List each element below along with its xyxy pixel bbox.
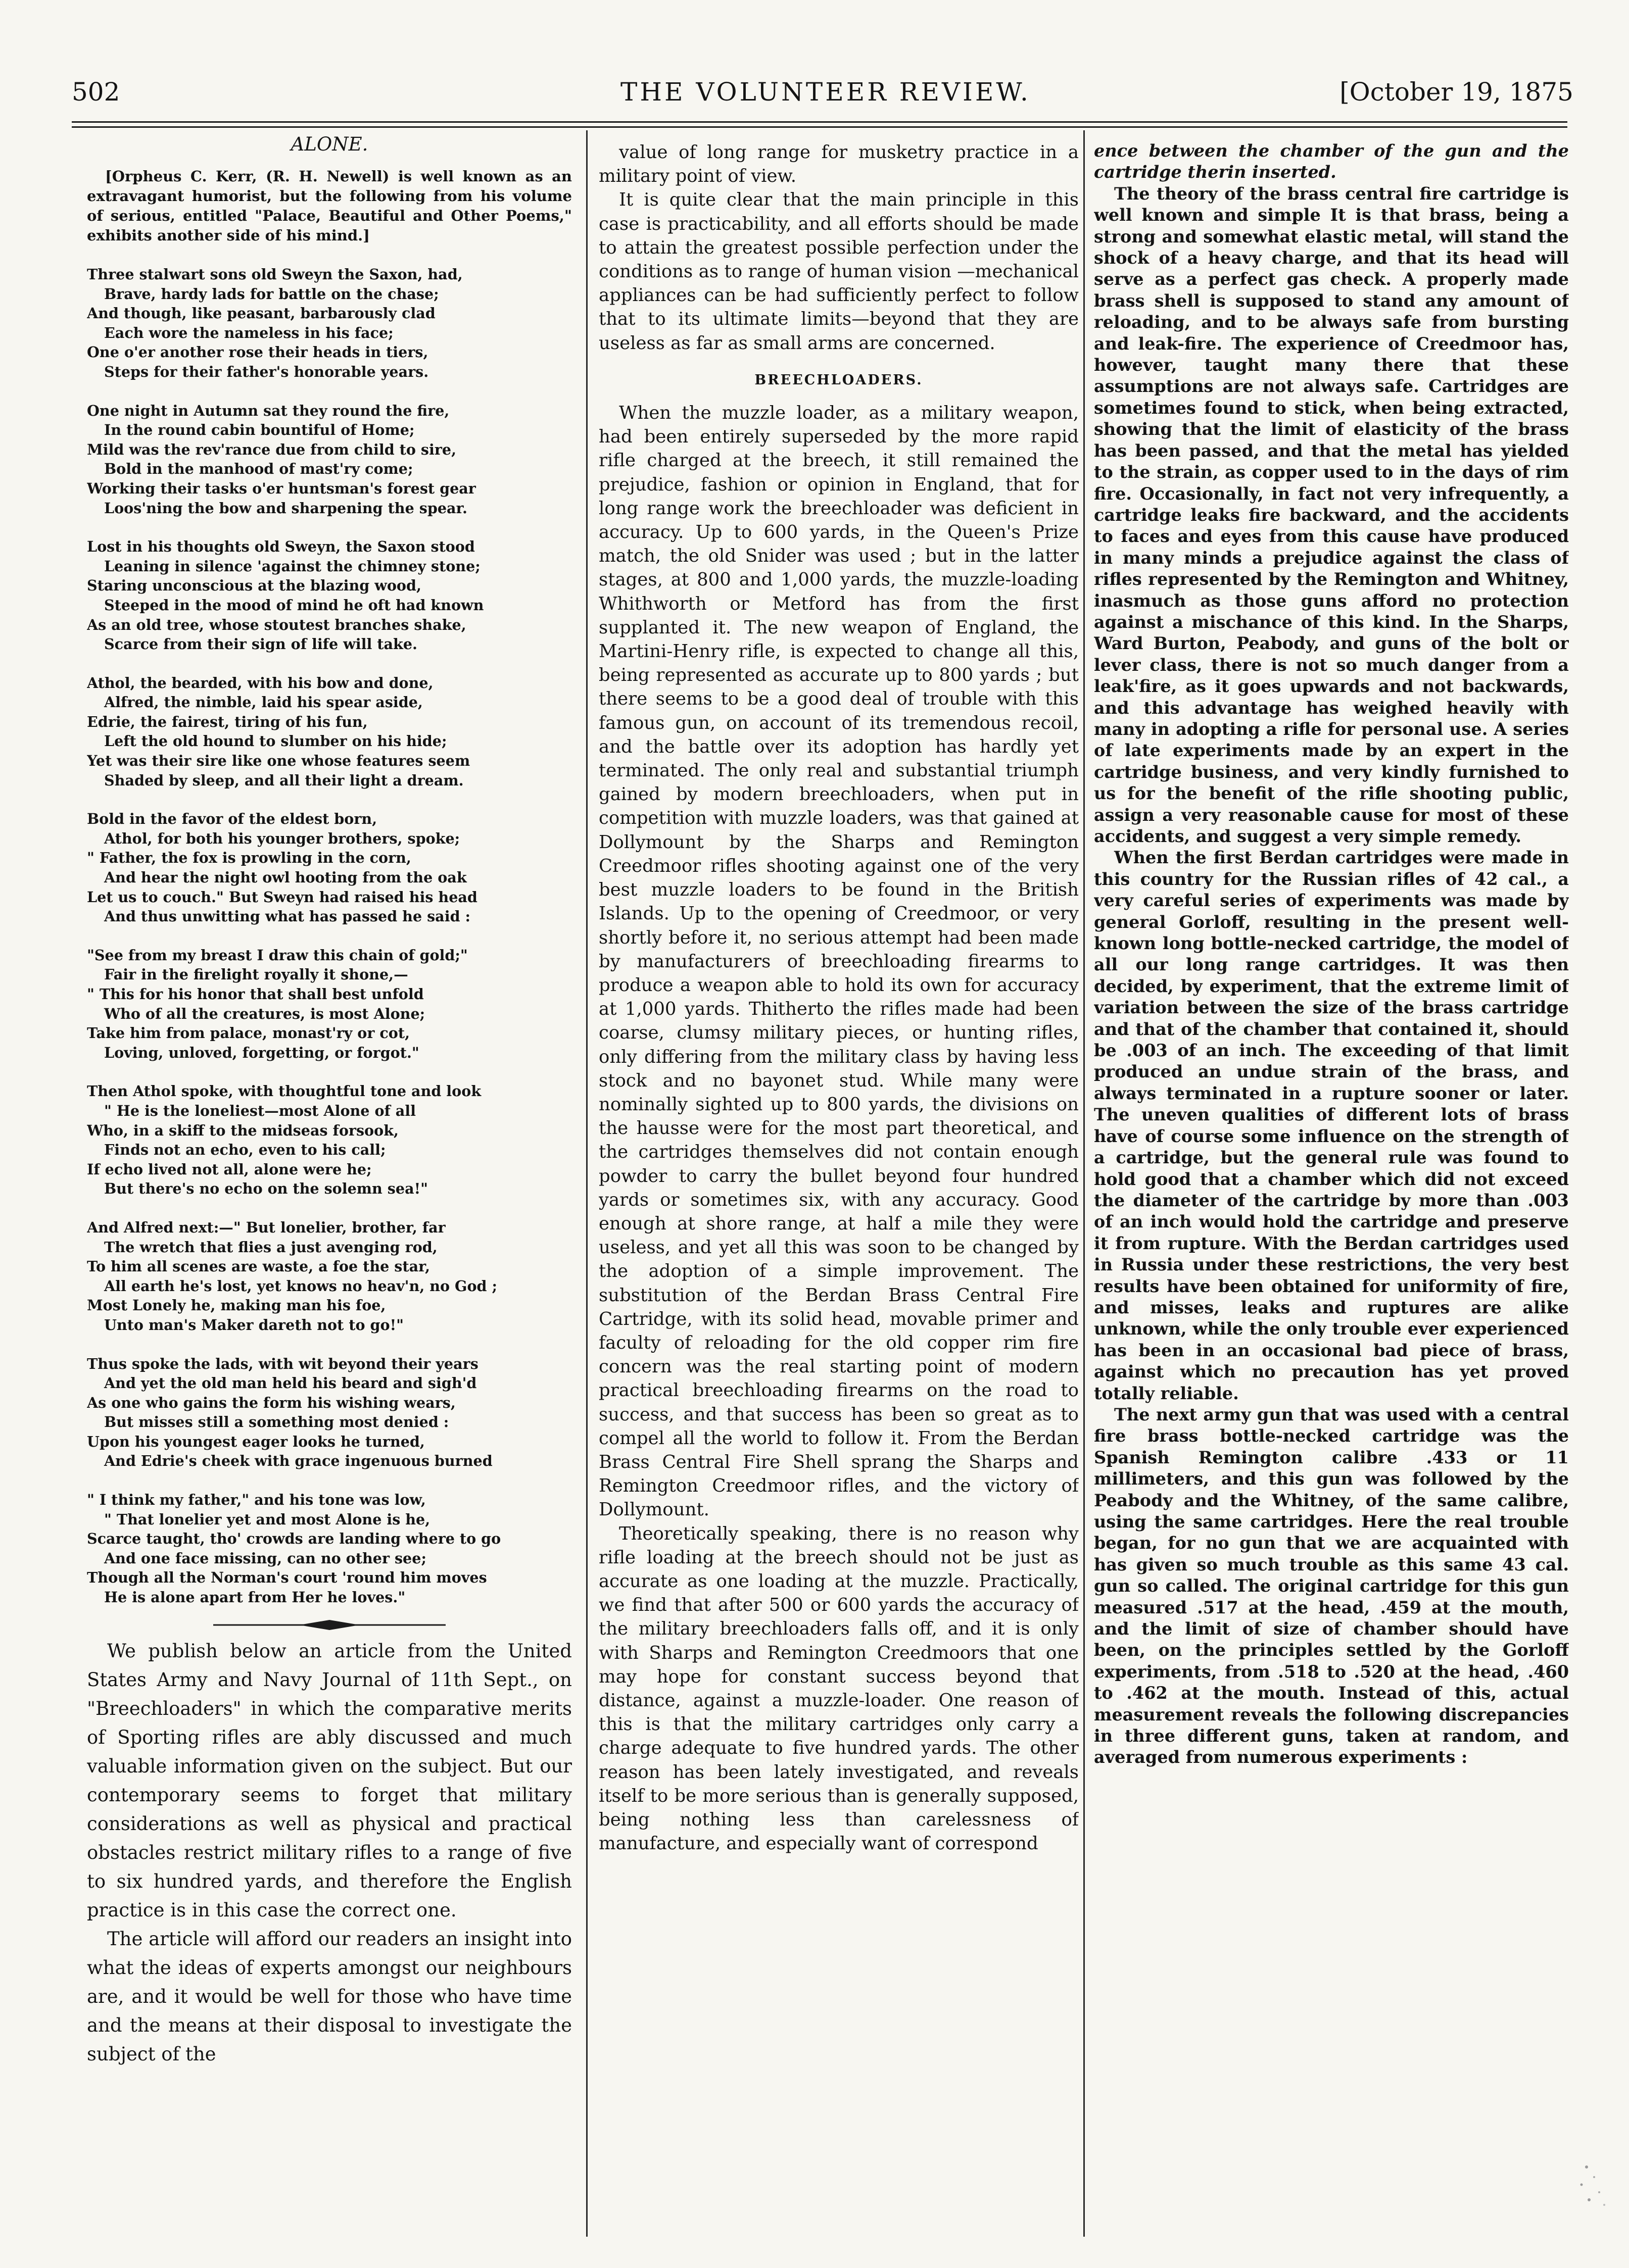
poem-line: As an old tree, whose stoutest branches shake, [87,616,466,633]
poem-line: Athol, the bearded, with his bow and done, [87,674,434,692]
poem-line: Working their tasks o'er huntsman's forest gear [87,479,476,497]
article-paragraph: It is quite clear that the main principle in this case is practicability, and all efforts should be made to attain the greatest possible perfection under the conditions as to range of human vision —mechanical appliances can be had sufficiently perfect to follow that to its ultimate limits—beyond that they are useless as far as small arms are concerned. [599,189,1079,354]
poem-line: One night in Autumn sat they round the fire, [87,402,450,419]
poem-line: Scarce from their sign of life will take. [104,635,417,653]
poem-line: And thus unwitting what has passed he said : [104,908,471,925]
poem-line: " That lonelier yet and most Alone is he, [104,1510,430,1528]
poem-line: Loving, unloved, forgetting, or forgot." [104,1044,419,1061]
poem-line: In the round cabin bountiful of Home; [104,421,415,439]
article-paragraph: The next army gun that was used with a central fire brass bottle-necked cartridge was the Spanish Remington calibre .433 or 11 millimeters, and this gun was followed by the Peabody and the Whitney, of the same calibre, using the same cartridges. Here the real trouble began, for no gun that we are acquainted with has given so much trouble as this same 43 cal. gun so called. The original cartridge for this gun measured .517 at the head, .459 at the mouth, and the limit of size of chamber should have been, on the principles settled by the Gorloff experiments, from .518 to .520 at the head, .460 to .462 at the mouth. Instead of this, actual measurement reveals the following discrepancies in three different guns, taken at random, and averaged from numerous experiments : [1094,1404,1569,1767]
poem-stanza [87,401,572,518]
poem-line: Bold in the manhood of mast'ry come; [104,460,413,478]
poem-line: " This for his honor that shall best unfold [87,985,424,1003]
poem-line: And though, like peasant, barbarously clad [87,305,436,322]
poem-line: Loos'ning the bow and sharpening the spear. [104,499,467,517]
poem-line: Let us to couch." But Sweyn had raised his head [87,888,477,906]
poem-line: Then Athol spoke, with thoughtful tone and look [87,1082,482,1100]
poem-stanza [87,1354,572,1471]
poem-line: He is alone apart from Her he loves." [104,1589,406,1606]
poem-line: Alfred, the nimble, laid his spear aside, [104,694,423,711]
print-smudge [1556,2147,1617,2212]
poem-line: And one face missing, can no other see; [104,1549,426,1567]
poem-title: ALONE. [291,133,368,155]
poem-line: Shaded by sleep, and all their light a dream. [104,771,464,789]
poem-line: " I think my father," and his tone was low, [87,1491,426,1509]
poem-line: Mild was the rev'rance due from child to sire, [87,440,457,458]
poem-line: The wretch that flies a just avenging rod, [104,1238,438,1256]
poem-line: And Edrie's cheek with grace ingenuous burned [104,1452,493,1470]
poem-section [87,132,572,1607]
poem-stanza [87,673,572,791]
poem-stanza [87,1218,572,1335]
poem-line: Steeped in the mood of mind he oft had known [104,596,484,614]
editorial-intro [87,1637,572,2243]
poem-stanza [87,946,572,1063]
poem-line: Steps for their father's honorable years. [104,363,429,380]
poem-line: But misses still a something most denied : [104,1413,449,1431]
poem-line: Though all the Norman's court 'round him moves [87,1569,487,1587]
intro-paragraph: The article will afford our readers an insight into what the ideas of experts amongst our neighbours are, and it would be well for those who have time and the means at their disposal to investigate the subject of the [87,1928,572,2065]
poem-line: Each wore the nameless in his face; [104,324,394,341]
poem-line: And yet the old man held his beard and sigh'd [104,1374,477,1392]
poem-line: And hear the night owl hooting from the oak [104,869,467,886]
header-rule-double [72,126,1567,128]
poem-line: Leaning in silence 'against the chimney stone; [104,557,481,575]
poem-line: Brave, hardy lads for battle on the chase; [104,285,439,303]
poem-line: Yet was their sire like one whose features seem [87,752,470,770]
poem-stanza [87,265,572,382]
poem-line: Staring unconscious at the blazing wood, [87,577,421,595]
poem-line: But there's no echo on the solemn sea!" [104,1180,428,1198]
poem-line: Athol, for both his younger brothers, spoke; [104,829,460,847]
column-divider-right [1083,130,1085,2237]
poem-line: Most Lonely he, making man his foe, [87,1297,386,1314]
poem-stanza [87,1490,572,1607]
header-rule [72,121,1567,123]
poem-line: Fair in the firelight royally it shone,— [104,966,408,983]
poem-stanza [87,537,572,654]
column-divider-left [586,130,588,2237]
poem-line: Take him from palace, monast'ry or cot, [87,1024,410,1042]
poem-line: Three stalwart sons old Sweyn the Saxon, had, [87,266,463,283]
poem-line: Left the old hound to slumber on his hide; [104,732,447,750]
poem-line: One o'er another rose their heads in tiers, [87,343,428,361]
intro-paragraph: We publish below an article from the United States Army and Navy Journal of 11th Sept., on "Breechloaders" in which the comparative merits of Sporting rifles are ably discussed and much valuable information given on the subject. But our contemporary seems to forget that military considerations as well as physical and practical obstacles restrict military rifles to a range of five to six hundred yards, and therefore the English practice is in this case the correct one. [87,1640,572,1921]
poem-stanzas [87,265,572,1607]
article-column-right [1094,140,1569,2237]
poem-stanza [87,1081,572,1199]
poem-line: " Father, the fox is prowling in the corn, [87,849,411,867]
masthead-title: THE VOLUNTEER REVIEW. [620,77,1031,107]
article-paragraph: value of long range for musketry practice in a military point of view. [599,142,1079,187]
article-column-middle [599,140,1079,2237]
poem-line: Edrie, the fairest, tiring of his fun, [87,713,368,730]
poem-line: Scarce taught, tho' crowds are landing where to go [87,1530,501,1548]
poem-note: [Orpheus C. Kerr, (R. H. Newell) is well known as an extravagant humorist, but the following from his volume of serious, entitled "Palace, Beautiful and Other Poems," exhibits another side of his mind.] [87,168,572,244]
poem-line: To him all scenes are waste, a foe the star, [87,1258,430,1275]
poem-line: Finds not an echo, even to his call; [104,1141,386,1159]
poem-line: Who of all the creatures, is most Alone; [104,1005,425,1022]
poem-line: As one who gains the form his wishing wears, [87,1394,456,1411]
poem-line: All earth he's lost, yet knows no heav'n, no God ; [104,1277,498,1295]
article-paragraph: When the muzzle loader, as a military weapon, had been entirely superseded by the more rapid rifle charged at the breech, it still remained the prejudice, fashion or opinion in England, that for long range work the breechloader was deficient in accuracy. Up to 600 yards, in the Queen's Prize match, the old Snider was used ; but in the latter stages, at 800 and 1,000 yards, the muzzle-loading Whithworth or Metford has from the first supplanted it. The new weapon of England, the Martini-Henry rifle, is expected to change all this, being represented as accurate up to 800 yards ; but there seems to be a good deal of trouble with this famous gun, on account of its tremendous recoil, and the battle over its adoption has hardly yet terminated. The only real and substantial triumph gained by modern breechloaders, when put in competition with muzzle loaders, was that gained at Dollymount by the Sharps and Remington Creedmoor rifles shooting against one of the very best muzzle loaders to be found in the British Islands. Up to the opening of Creedmoor, or very shortly before it, no serious attempt had been made by manufacturers of breechloading firearms to produce a weapon able to hold its own for accuracy at 1,000 yards. Thitherto the rifles made had been coarse, clumsy military pieces, or hunting rifles, only differing from the military class by having less stock and no bayonet stud. While many were nominally sighted up to 800 yards, the divisions on the hausse were for the most part theoretical, and the cartridges themselves did not contain enough powder to carry the bullet beyond four hundred yards or sometimes six, with any accuracy. Good enough at shore range, at half a mile they were useless, and yet all this was soon to be changed by the adoption of a simple improvement. The substitution of the Berdan Brass Central Fire Cartridge, with its solid head, movable primer and faculty of reloading for the old copper rim fire concern was the real starting point of modern practical breechloading firearms on the road to success, and that success has been so great as to compel all the world to follow it. From the Berdan Brass Central Fire Shell sprang the Sharps and Remington Creedmoor rifles, and the victory of Dollymount. [599,403,1079,1520]
poem-line: If echo lived not all, alone were he; [87,1160,372,1178]
article-paragraph: The theory of the brass central fire cartridge is well known and simple It is that brass, being a strong and somewhat elastic metal, will stand the shock of a heavy charge, and that its head will serve as a perfect gas check. A properly made brass shell is supposed to stand any amount of reloading, and to be always safe from bursting and leak-fire. The experience of Creedmoor has, however, taught many there that these assumptions are not always safe. Cartridges are sometimes found to stick, when being extracted, showing that the limit of elasticity of the brass has been passed, and that the metal has yielded to the strain, as copper used to in the days of rim fire. Occasionally, in fact not very infrequently, a cartridge leaks fire backward, and the accidents to faces and eyes from this cause have produced in many minds a prejudice against the class of rifles represented by the Remington and Whitney, inasmuch as those guns afford no protection against a mischance of this kind. In the Sharps, Ward Burton, Peabody, and guns of the bolt or lever class, there is not so much danger from a leak'fire, as it goes upwards and not backwards, and this advantage has weighed heavily with many in adopting a rifle for personal use. A series of late experiments made by an expert in the cartridge business, and very kindly furnished to us for the benefit of the rifle shooting public, assign a very reasonable cause for most of these accidents, and suggest a very simple remedy. [1094,183,1569,846]
poem-line: And Alfred next:—" But lonelier, brother, far [87,1218,446,1236]
poem-line: " He is the loneliest—most Alone of all [104,1102,416,1119]
issue-date: [October 19, 1875 [1339,77,1573,107]
article-paragraph: Theoretically speaking, there is no reason why rifle loading at the breech should not be just as accurate as one loading at the muzzle. Practically, we find that after 500 or 600 yards the accuracy of the military breechloaders falls off, and it is only with Sharps and Remington Creedmoors that one may hope for constant success beyond that distance, against a muzzle-loader. One reason of this is that the military cartridges only carry a charge adequate to five hundred yards. The other reason has been lately investigated, and reveals itself to be more serious than is generally supposed, being nothing less than carelessness of manufacture, and especially want of correspond [599,1523,1079,1854]
poem-line: "See from my breast I draw this chain of gold;" [87,946,468,964]
poem-line: Unto man's Maker dareth not to go!" [104,1316,404,1334]
poem-stanza [87,809,572,926]
page-number: 502 [72,77,120,107]
poem-line: Who, in a skiff to the midseas forsook, [87,1121,399,1139]
poem-line: Thus spoke the lads, with wit beyond their years [87,1355,478,1372]
poem-line: Upon his youngest eager looks he turned, [87,1433,425,1450]
article-paragraph: When the first Berdan cartridges were made in this country for the Russian rifles of 42 cal., a very careful series of experiments was made by general Gorloff, resulting in the present well-known long bottle-necked cartridge, the model of all our long range cartridges. It was then decided, by experiment, that the extreme limit of variation between the size of the brass cartridge and that of the chamber that contained it, should be .003 of an inch. The exceeding of that limit produced an undue strain of the brass, and always terminated in a rupture sooner or later. The uneven qualities of different lots of brass have of course some influence on the strength of a cartridge, but the general rule was found to hold good that a chamber which did not exceed the diameter of the cartridge by more than .003 of an inch would hold the cartridge and preserve it from rupture. With the Berdan cartridges used in Russia under these restrictions, the very best results have been obtained for uniformity of fire, and misses, leaks and ruptures are alike unknown, while the only trouble ever experienced has been in an occasional bad piece of brass, against which no precaution has yet proved totally reliable. [1094,848,1569,1403]
article-paragraph: ence between the chamber of the gun and the cartridge therin inserted. [1094,141,1569,182]
section-divider-ornament [87,1619,572,1631]
section-heading: BREECHLOADERS. [754,372,923,388]
poem-line: Lost in his thoughts old Sweyn, the Saxon stood [87,538,475,556]
poem-line: Bold in the favor of the eldest born, [87,810,377,828]
